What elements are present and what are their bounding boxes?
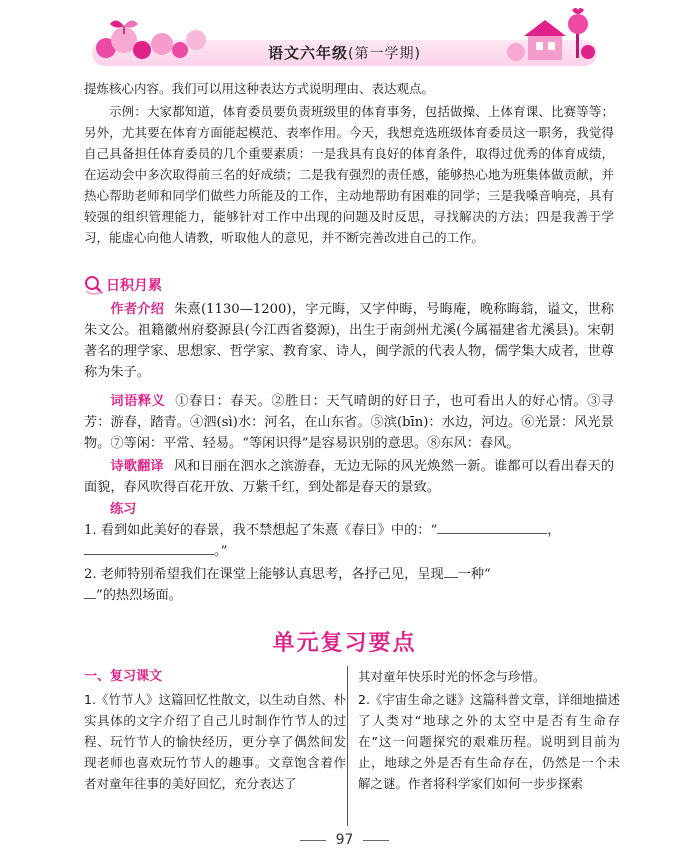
q2-blank-2[interactable]: [84, 598, 96, 599]
q2-end: ”的热烈场面。: [96, 588, 182, 603]
q1-blank-2[interactable]: [84, 554, 214, 555]
page-number-dash-right: [363, 840, 389, 841]
book-title: 语文六年级: [268, 44, 349, 62]
exercise-question-1: [84, 520, 614, 562]
semester-label: (第一学期): [348, 46, 421, 62]
page-header: [0, 0, 689, 78]
translation-text: 风和日丽在泗水之滨游春，无边无际的风光焕然一新。谁都可以看出春天的面貌，春风吹得百花开放、万紫千红，到处都是春天的景致。: [84, 459, 615, 495]
review-heading: 一、复习课文: [84, 669, 163, 684]
column-divider: [347, 666, 348, 826]
header-title: [0, 42, 689, 63]
author-label: 作者介绍: [110, 302, 165, 317]
q2-blank-1[interactable]: [444, 577, 458, 578]
exercise-label-row: [84, 499, 614, 520]
review-item-2: 2.《宇宙生命之谜》这篇科普文章，详细地描述了人类对“地球之外的太空中是否有生命存在”这一问题探究的艰难历程。说明到目前为止，地球之外是否有生命存在，仍然是一个未解之谜。作者将科学家们如何一步步探索: [358, 692, 620, 791]
page-number-dash-left: [300, 840, 326, 841]
example-label: 示例：: [109, 104, 147, 119]
q1-prefix: 1. 看到如此美好的春景，我不禁想起了朱熹《春日》中的：“: [84, 523, 438, 538]
translation-paragraph: [84, 456, 614, 498]
magnifier-icon: [84, 275, 104, 295]
exercise-label: 练习: [110, 502, 137, 517]
vocab-text: ①春日：春天。②胜日：天气晴朗的好日子，也可看出人的好心情。③寻芳：游春，踏青。④泗(sì)水：河名，在山东省。⑤滨(bīn)：水边，河边。⑥光景：风光景物。⑦等闲：平常、轻易。“等闲识得”是容易识别的意思。⑧东风：春风。: [84, 394, 614, 451]
exercise-question-2: [84, 564, 614, 606]
review-right-column: [358, 666, 620, 794]
page-number: [0, 832, 689, 848]
author-paragraph: [84, 299, 614, 383]
example-paragraph: [84, 101, 614, 248]
vocab-paragraph: [84, 391, 614, 454]
unit-review-title: 单元复习要点: [272, 631, 417, 656]
q2-prefix: 2. 老师特别希望我们在课堂上能够认真思考，各抒己见，呈现: [84, 567, 444, 582]
review-left-column: [84, 666, 346, 794]
review-item-1-continued: 其对童年快乐时光的怀念与珍惜。: [358, 669, 546, 684]
review-item-1: 1.《竹节人》这篇回忆性散文，以生动自然、朴实具体的文字介绍了自己儿时制作竹节人的过程、玩竹节人的愉快经历，更分享了偶然间发现老师也喜欢玩竹节人的趣事。文章饱含着作者对童年往事的美好回忆，充分表达了: [84, 692, 346, 791]
author-text: 朱熹(1130—1200)，字元晦，又字仲晦，号晦庵，晚称晦翁，谥文，世称朱文公。祖籍徽州府婺源县(今江西省婺源)，出生于南剑州尤溪(今属福建省尤溪县)。宋朝著名的理学家、思想家、哲学家、教育家、诗人，闽学派的代表人物，儒学集大成者，世尊称为朱子。: [84, 302, 614, 380]
page-number-value: 97: [335, 832, 354, 848]
translation-label: 诗歌翻译: [110, 459, 164, 474]
vocab-label: 词语释义: [110, 394, 166, 409]
q1-end: 。”: [214, 544, 228, 559]
q1-comma: ，: [547, 523, 561, 538]
intro-paragraph: 提炼核心内容。我们可以用这种表达方式说明理由、表达观点。: [84, 81, 435, 96]
section-heading: 日积月累: [106, 278, 162, 294]
q2-mid: 一种“: [457, 567, 491, 582]
q1-blank-1[interactable]: [437, 533, 547, 534]
example-text: 大家都知道，体育委员要负责班级里的体育事务，包括做操、上体育课、比赛等等；另外，尤其要在体育方面能起模范、表率作用。今天，我想竞选班级体育委员这一职务，我觉得自己具备担任体育委员的几个重要素质：一是我具有良好的体育条件，取得过优秀的体育成绩，在运动会中多次取得前三名的好成绩；二是我有强烈的责任感，能够热心地为班集体做贡献，并热心帮助老师和同学们做些力所能及的工作，主动地帮助有困难的同学；三是我嗓音响亮，具有较强的组织管理能力，能够针对工作中出现的问题及时反思，寻找解决的方法；四是我善于学习，能虚心向他人请教，听取他人的意见，并不断完善改进自己的工作。: [84, 104, 614, 245]
